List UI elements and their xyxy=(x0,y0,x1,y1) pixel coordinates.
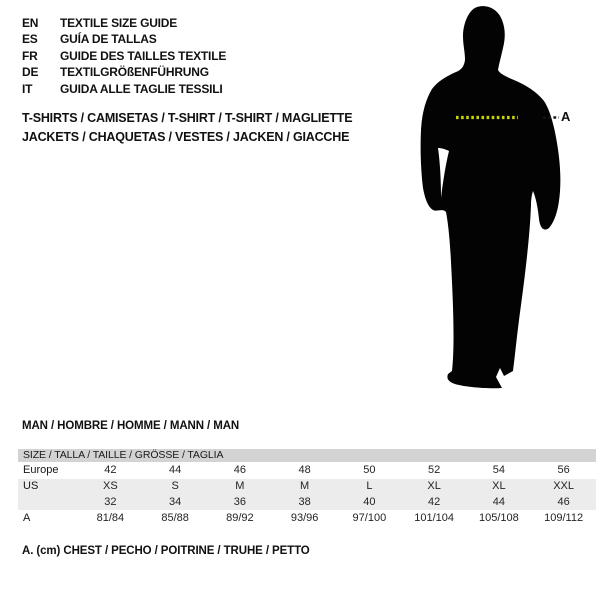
size-value: 81/84 xyxy=(96,512,125,524)
size-table xyxy=(18,449,596,526)
table-row-us xyxy=(18,479,596,495)
row-label: US xyxy=(23,480,39,492)
size-value: 38 xyxy=(298,495,311,508)
language-title: GUIDE DES TAILLES TEXTILE xyxy=(60,48,227,63)
size-value: L xyxy=(366,480,373,492)
size-value: 46 xyxy=(233,464,246,476)
language-row xyxy=(22,15,226,31)
category-tshirts: T-SHIRTS / CAMISETAS / T-SHIRT / T-SHIRT / MAGLIETTE xyxy=(22,111,353,125)
measurement-footnote: A. (cm) CHEST / PECHO / POITRINE / TRUHE / PETTO xyxy=(22,545,310,557)
size-value: 93/96 xyxy=(290,512,319,524)
language-code: IT xyxy=(22,81,33,96)
category-jackets: JACKETS / CHAQUETAS / VESTES / JACKEN / GIACCHE xyxy=(22,130,350,144)
size-value: 40 xyxy=(363,495,376,508)
section-title: MAN / HOMBRE / HOMME / MANN / MAN xyxy=(22,420,240,432)
language-row xyxy=(22,64,226,80)
man-silhouette xyxy=(398,0,600,400)
table-row-numeric xyxy=(18,495,596,511)
size-value: 46 xyxy=(557,495,570,508)
row-label: Europe xyxy=(23,464,59,476)
size-value: XS xyxy=(103,480,118,492)
language-row xyxy=(22,81,226,97)
language-title: TEXTILE SIZE GUIDE xyxy=(60,16,178,30)
size-value: M xyxy=(235,480,245,492)
language-title: TEXTILGRÖßENFÜHRUNG xyxy=(60,65,209,80)
size-value: 109/112 xyxy=(544,512,584,524)
size-value: S xyxy=(171,480,179,492)
man-silhouette-body xyxy=(421,6,561,388)
size-value: 44 xyxy=(169,464,182,476)
size-value: 48 xyxy=(298,464,311,476)
category-lines xyxy=(22,109,352,147)
size-value: 54 xyxy=(492,464,505,476)
size-value: 34 xyxy=(169,495,182,508)
language-row xyxy=(22,48,226,64)
size-value: XL xyxy=(492,480,506,492)
size-value: 32 xyxy=(104,495,117,508)
row-label: A xyxy=(23,512,31,524)
size-table-header: SIZE / TALLA / TAILLE / GRÖSSE / TAGLIA xyxy=(18,449,596,462)
size-value: 85/88 xyxy=(161,512,189,524)
table-row-chest-a xyxy=(18,510,596,526)
language-title: GUIDA ALLE TAGLIE TESSILI xyxy=(60,81,223,96)
size-value: 52 xyxy=(428,464,441,476)
language-code: FR xyxy=(22,48,38,63)
size-value: M xyxy=(300,480,310,492)
language-code: DE xyxy=(22,65,39,80)
table-row-europe xyxy=(18,462,596,479)
language-list xyxy=(22,15,226,97)
size-value: 56 xyxy=(557,464,570,476)
measure-label-a: A xyxy=(561,109,571,124)
language-code: EN xyxy=(22,16,39,30)
size-value: XXL xyxy=(553,480,575,492)
size-value: 42 xyxy=(428,495,441,508)
language-row xyxy=(22,31,226,47)
language-title: GUÍA DE TALLAS xyxy=(60,32,157,47)
size-value: XL xyxy=(427,480,441,492)
size-value: 42 xyxy=(104,464,117,476)
size-value: 44 xyxy=(492,495,505,508)
language-code: ES xyxy=(22,32,38,47)
size-value: 105/108 xyxy=(478,512,519,524)
size-value: 101/104 xyxy=(414,512,454,524)
size-value: 97/100 xyxy=(352,512,387,524)
size-value: 36 xyxy=(233,495,246,508)
size-value: 50 xyxy=(363,464,376,476)
size-value: 89/92 xyxy=(226,512,254,524)
